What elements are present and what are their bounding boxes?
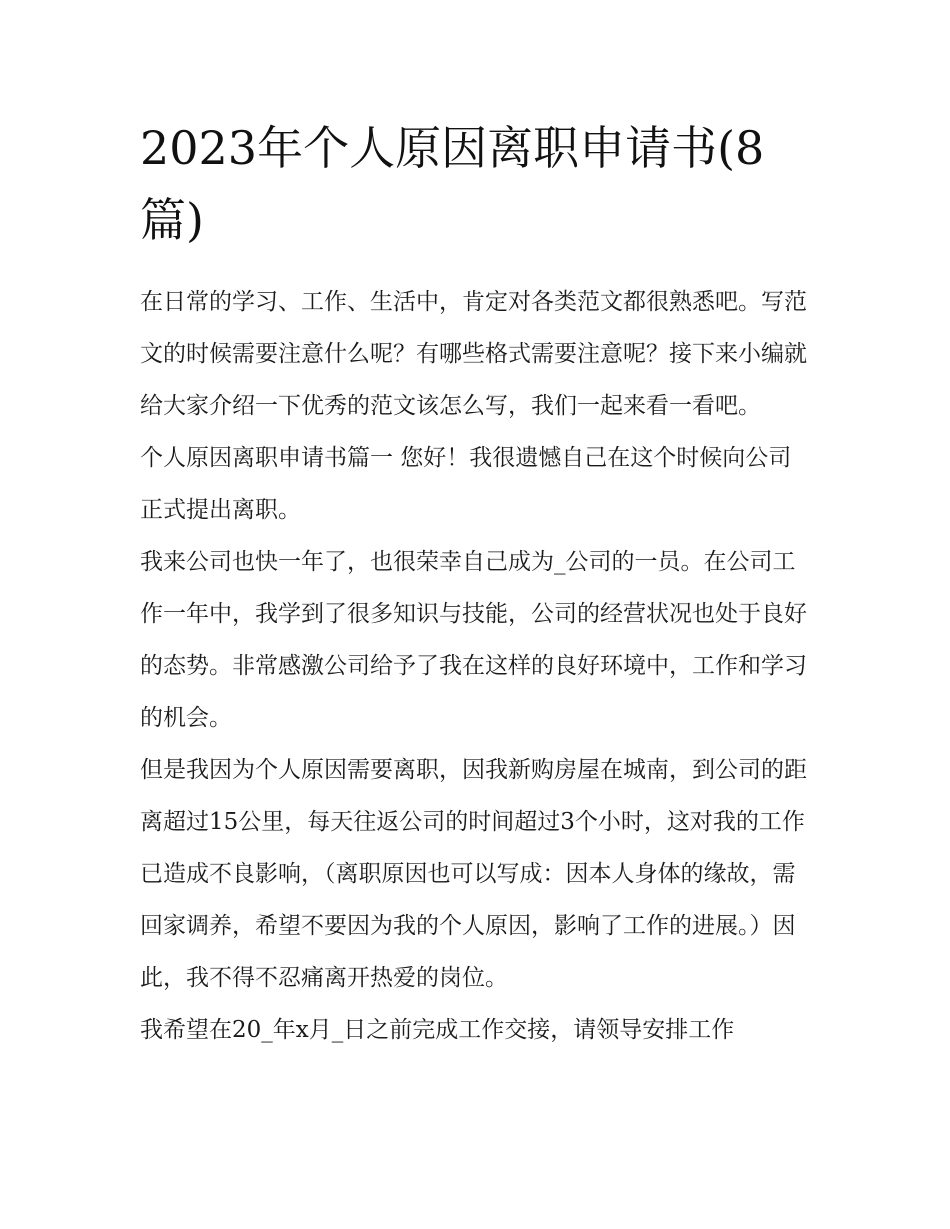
company-experience-paragraph: 我来公司也快一年了，也很荣幸自己成为_公司的一员。在公司工作一年中，我学到了很多知识与技能，公司的经营状况也处于良好的态势。非常感激公司给予了我在这样的良好环境中，工作和学习的机会。 xyxy=(140,549,807,731)
resignation-reason-paragraph: 但是我因为个人原因需要离职，因我新购房屋在城南，到公司的距离超过15公里，每天往返公司的时间超过3个小时，这对我的工作已造成不良影响，（离职原因也可以写成：因本人身体的缘故，需回家调养，希望不要因为我的个人原因，影响了工作的进展。）因此，我不得不忍痛离开热爱的岗位。 xyxy=(140,757,807,991)
intro-paragraph: 在日常的学习、工作、生活中，肯定对各类范文都很熟悉吧。写范文的时候需要注意什么呢？有哪些格式需要注意呢？接下来小编就给大家介绍一下优秀的范文该怎么写，我们一起来看一看吧。 xyxy=(140,289,807,419)
document-title: 2023年个人原因离职申请书(8篇) xyxy=(140,121,765,247)
section-one-opening-paragraph: 个人原因离职申请书篇一 您好！我很遗憾自己在这个时候向公司正式提出离职。 xyxy=(140,445,792,523)
document-body xyxy=(140,112,812,1056)
handover-paragraph: 我希望在20_年x月_日之前完成工作交接，请领导安排工作 xyxy=(140,1017,735,1043)
